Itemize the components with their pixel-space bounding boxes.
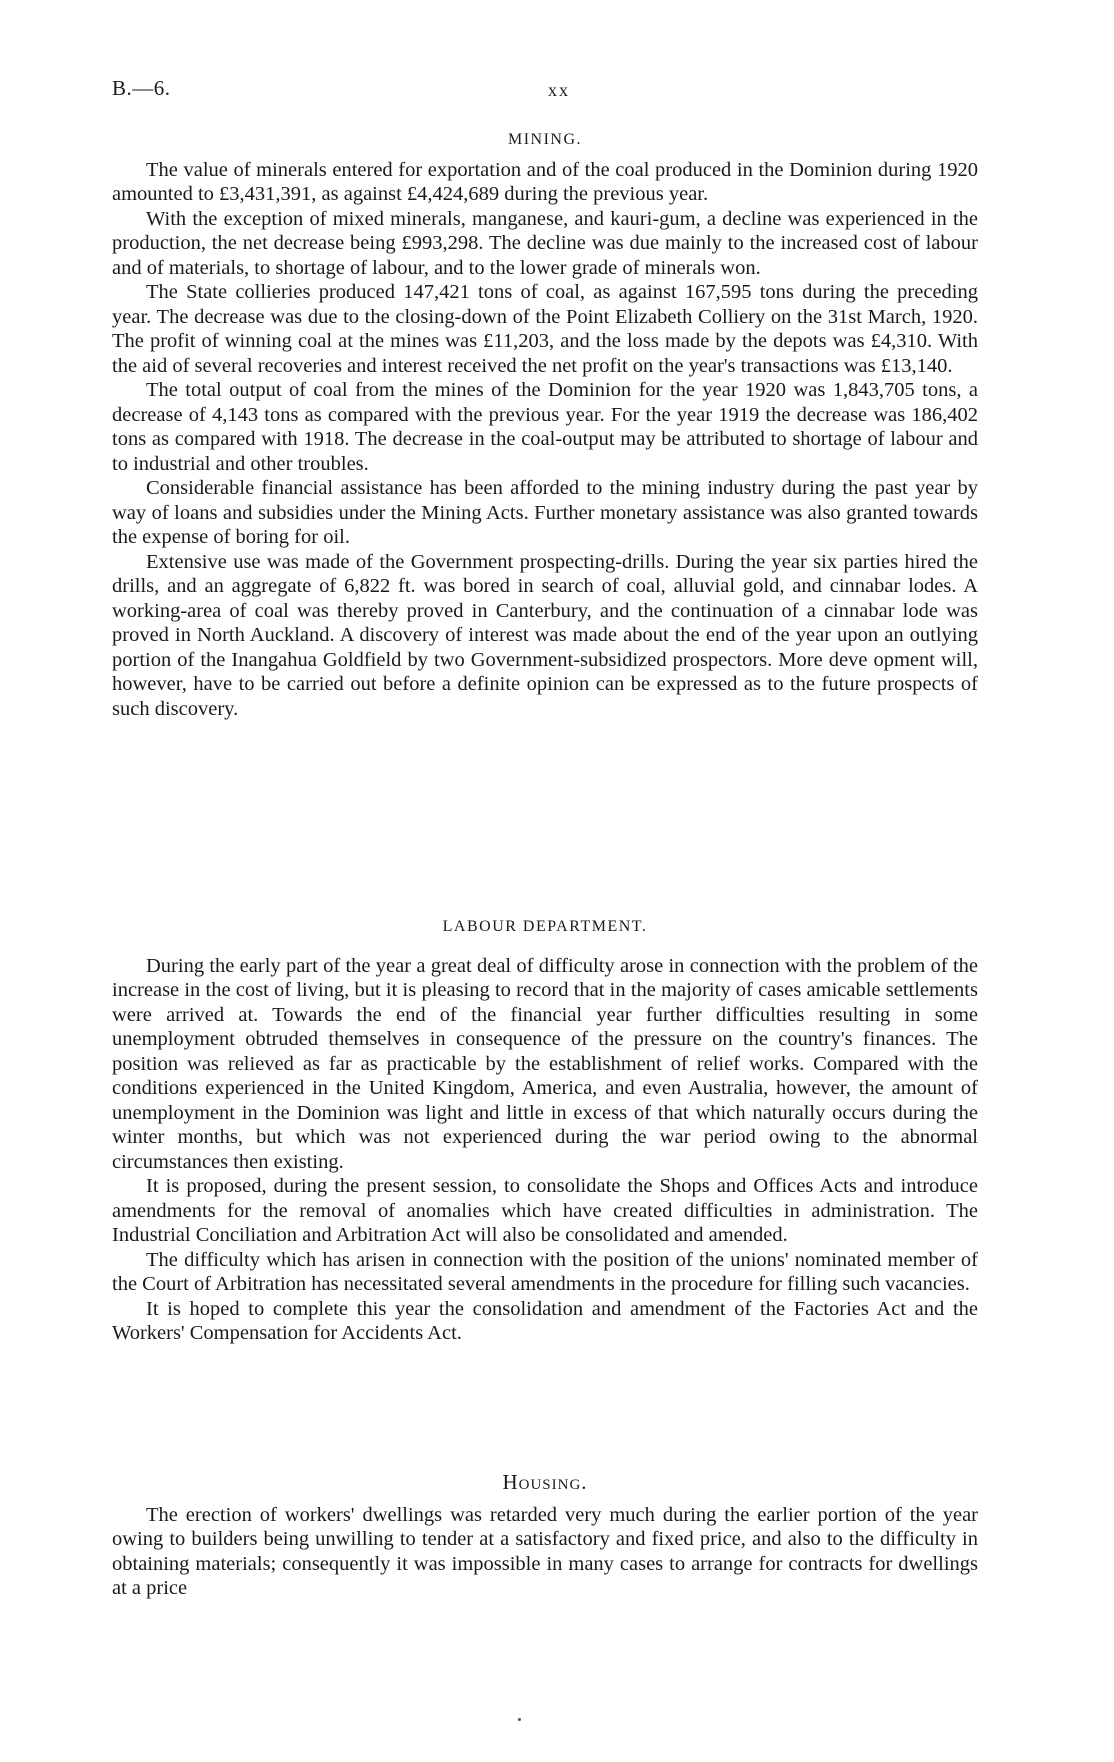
page-number: xx — [548, 80, 570, 100]
housing-heading: Housing. — [502, 1470, 588, 1494]
mining-paragraph: The State collieries produced 147,421 tons of coal, as against 167,595 tons during the preceding year. The decrease was due to the closing-down of the Point Elizabeth Colliery on the 31st March, 1920. The profit of winning coal at the mines was £11,203, and the loss made by the depots was £4,310. With the aid of several recoveries and interest received the net profit on the year's transactions was £13,140. — [112, 281, 978, 377]
mining-heading: MINING. — [507, 131, 583, 148]
labour-paragraph: It is hoped to complete this year the consolidation and amendment of the Factories Act and the Workers' Compensation for Accidents Act. — [112, 1297, 978, 1344]
mining-paragraph: Extensive use was made of the Government prospecting-drills. During the year six parties hired the drills, and an aggregate of 6,822 ft. was bored in search of coal, alluvial gold, and cinnabar lodes. A working-area of coal was thereby proved in Canterbury, and the continuation of a cinnabar lode was proved in North Auckland. A discovery of interest was made about the end of the year upon an outlying portion of the Inangahua Goldfield by two Government-subsidized prospectors. More deve opment will, however, have to be carried out before a definite opinion can be expressed as to the future prospects of such discovery. — [112, 550, 978, 720]
labour-heading: LABOUR DEPARTMENT. — [442, 918, 648, 935]
housing-section — [112, 1470, 978, 1601]
mining-section — [112, 128, 978, 721]
labour-paragraph: The difficulty which has arisen in connection with the position of the unions' nominated member of the Court of Arbitration has necessitated several amendments in the procedure for filling such vacancies. — [112, 1248, 978, 1295]
housing-paragraph: The erection of workers' dwellings was retarded very much during the earlier portion of the year owing to builders being unwilling to tender at a satisfactory and fixed price, and also to the difficulty in obtaining materials; consequently it was impossible in many cases to arrange for contracts for dwellings at a price — [112, 1503, 978, 1599]
print-speck — [518, 1718, 521, 1721]
mining-paragraph: The value of minerals entered for exportation and of the coal produced in the Dominion during 1920 amounted to £3,431,391, as against £4,424,689 during the previous year. — [112, 158, 978, 205]
labour-paragraph: It is proposed, during the present session, to consolidate the Shops and Offices Acts and introduce amendments for the removal of anomalies which have created difficulties in administration. The Industrial Conciliation and Arbitration Act will also be consolidated and amended. — [112, 1175, 978, 1246]
mining-paragraph: With the exception of mixed minerals, manganese, and kauri-gum, a decline was experienced in the production, the net decrease being £993,298. The decline was due mainly to the increased cost of labour and of materials, to shortage of labour, and to the lower grade of minerals won. — [112, 207, 978, 279]
labour-paragraph: During the early part of the year a great deal of difficulty arose in connection with the problem of the increase in the cost of living, but it is pleasing to record that in the majority of cases amicable settlements were arrived at. Towards the end of the financial year further difficulties resulting in some unemployment obtruded themselves in consequence of the pressure on the country's finances. The position was relieved as far as practicable by the establishment of relief works. Compared with the conditions experienced in the United Kingdom, America, and even Australia, however, the amount of unemployment in the Dominion was light and little in excess of that which naturally occurs during the winter months, but which was not experienced during the war period owing to the abnormal circumstances then existing. — [112, 954, 978, 1173]
document-reference: B.—6. — [112, 76, 171, 100]
labour-section — [112, 915, 978, 1346]
mining-paragraph: Considerable financial assistance has been afforded to the mining industry during the past year by way of loans and subsidies under the Mining Acts. Further monetary assistance was also granted towards the expense of boring for oil. — [112, 477, 978, 548]
mining-paragraph: The total output of coal from the mines of the Dominion for the year 1920 was 1,843,705 tons, a decrease of 4,143 tons as compared with the previous year. For the year 1919 the decrease was 186,402 tons as compared with 1918. The decrease in the coal-output may be attributed to shortage of labour and to industrial and other troubles. — [112, 379, 978, 475]
